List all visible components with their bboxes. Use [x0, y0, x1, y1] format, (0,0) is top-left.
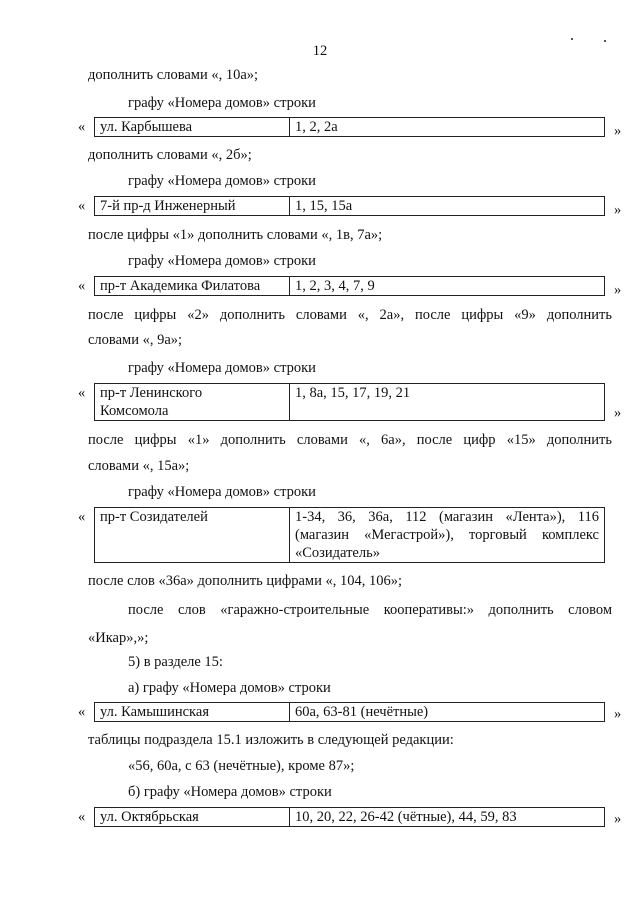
street-cell: ул. Октябрьская	[95, 808, 290, 827]
street-cell	[95, 384, 290, 421]
text-line: «56, 60а, с 63 (нечётные), кроме 87»;	[128, 758, 355, 774]
text-line: дополнить словами «, 10а»;	[88, 67, 259, 83]
street-cell: пр-т Созидателей	[95, 508, 290, 563]
text-line: словами «, 15а»;	[88, 458, 190, 474]
text-line: словами «, 9а»;	[88, 332, 183, 348]
text-line: б) графу «Номера домов» строки	[128, 784, 332, 800]
street-line: пр-т Ленинского	[100, 385, 203, 401]
close-quote: »	[614, 405, 622, 421]
open-quote: «	[78, 198, 86, 214]
street-row-table	[94, 196, 605, 216]
text-line: графу «Номера домов» строки	[128, 173, 316, 189]
text-line: после цифры «1» дополнить словами «, 1в, 7а»;	[88, 227, 383, 243]
close-quote: »	[614, 123, 622, 139]
scan-speck	[571, 38, 573, 40]
houses-cell: 1, 2, 3, 4, 7, 9	[290, 277, 605, 296]
text-line: 5) в разделе 15:	[128, 654, 223, 670]
text-line: графу «Номера домов» строки	[128, 95, 316, 111]
open-quote: «	[78, 385, 86, 401]
text-line: после слов «гаражно-строительные кооперативы:» дополнить словом	[128, 602, 612, 618]
close-quote: »	[614, 202, 622, 218]
open-quote: «	[78, 278, 86, 294]
street-cell: 7-й пр-д Инженерный	[95, 197, 290, 216]
street-row-table	[94, 276, 605, 296]
houses-cell	[290, 508, 605, 563]
street-row-table	[94, 807, 605, 827]
street-row-table	[94, 383, 605, 421]
houses-line: «Созидатель»	[295, 545, 380, 561]
text-line: «Икар»,»;	[88, 630, 149, 646]
street-cell: пр-т Академика Филатова	[95, 277, 290, 296]
text-line: графу «Номера домов» строки	[128, 484, 316, 500]
street-row-table	[94, 702, 605, 722]
houses-cell: 1, 15, 15а	[290, 197, 605, 216]
open-quote: «	[78, 119, 86, 135]
close-quote: »	[614, 706, 622, 722]
houses-cell: 60а, 63-81 (нечётные)	[290, 703, 605, 722]
close-quote: »	[614, 811, 622, 827]
street-row-table	[94, 117, 605, 137]
text-line: таблицы подраздела 15.1 изложить в следующей редакции:	[88, 732, 454, 748]
houses-line: (магазин «Мегастрой»), торговый комплекс	[295, 527, 599, 543]
text-line: а) графу «Номера домов» строки	[128, 680, 331, 696]
street-cell: ул. Камышинская	[95, 703, 290, 722]
houses-line: 1-34, 36, 36а, 112 (магазин «Лента»), 116	[295, 509, 599, 525]
street-line: Комсомола	[100, 403, 169, 419]
open-quote: «	[78, 704, 86, 720]
street-cell: ул. Карбышева	[95, 118, 290, 137]
text-line: после цифры «1» дополнить словами «, 6а», после цифр «15» дополнить	[88, 432, 612, 448]
houses-cell: 10, 20, 22, 26-42 (чётные), 44, 59, 83	[290, 808, 605, 827]
houses-cell: 1, 2, 2а	[290, 118, 605, 137]
text-line: графу «Номера домов» строки	[128, 253, 316, 269]
houses-cell: 1, 8а, 15, 17, 19, 21	[290, 384, 605, 421]
open-quote: «	[78, 509, 86, 525]
text-line: после слов «36а» дополнить цифрами «, 104, 106»;	[88, 573, 403, 589]
page-number: 12	[312, 43, 328, 59]
scan-speck	[604, 40, 606, 42]
close-quote: »	[614, 282, 622, 298]
text-line: после цифры «2» дополнить словами «, 2а», после цифры «9» дополнить	[88, 307, 612, 323]
street-row-table	[94, 507, 605, 563]
text-line: дополнить словами «, 2б»;	[88, 147, 252, 163]
text-line: графу «Номера домов» строки	[128, 360, 316, 376]
open-quote: «	[78, 809, 86, 825]
